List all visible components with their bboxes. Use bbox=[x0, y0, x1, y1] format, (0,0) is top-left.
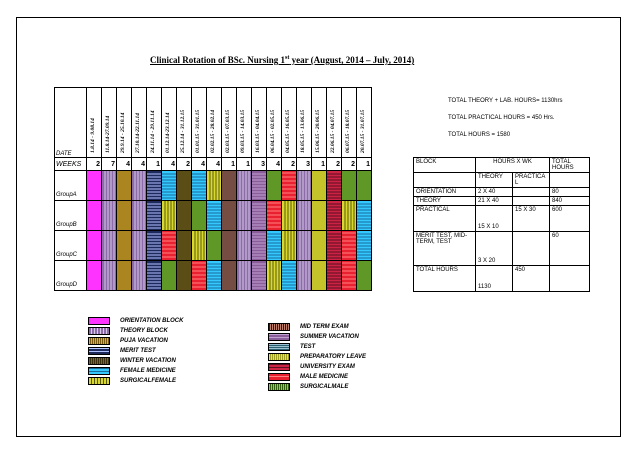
weeks-count: 7 bbox=[102, 158, 117, 171]
rotation-cell-female bbox=[192, 171, 207, 201]
rotation-cell-theory bbox=[132, 231, 147, 261]
rotation-cell-orientation bbox=[87, 171, 102, 201]
rotation-cell-female bbox=[282, 261, 297, 291]
weeks-count: 2 bbox=[327, 158, 342, 171]
rotation-cell-winter bbox=[177, 171, 192, 201]
block-cell-block: ORIENTATION bbox=[414, 188, 476, 197]
block-row bbox=[414, 206, 590, 232]
rotation-cell-midterm bbox=[222, 171, 237, 201]
rotation-cell-surgical-male bbox=[267, 171, 282, 201]
date-range: 29.9.14 - 25.10.14 bbox=[120, 112, 126, 153]
date-column-header bbox=[87, 88, 102, 158]
rotation-cell-female bbox=[357, 201, 372, 231]
date-column-header bbox=[147, 88, 162, 158]
weeks-count: 2 bbox=[87, 158, 102, 171]
legend-swatch-summer bbox=[268, 333, 290, 341]
date-column-header bbox=[132, 88, 147, 158]
weeks-count: 4 bbox=[267, 158, 282, 171]
rotation-cell-surgical-female bbox=[342, 201, 357, 231]
rotation-cell-puja bbox=[117, 171, 132, 201]
legend-left bbox=[88, 316, 183, 386]
date-range: 01.12.14-23.12.14 bbox=[165, 112, 171, 153]
block-cell-block: TOTAL HOURS bbox=[414, 266, 476, 292]
legend-swatch-university bbox=[268, 363, 290, 371]
block-row bbox=[414, 232, 590, 266]
rotation-cell-theory bbox=[132, 171, 147, 201]
rotation-cell-theory bbox=[297, 171, 312, 201]
rotation-cell-winter bbox=[177, 231, 192, 261]
rotation-cell-surgical-female bbox=[282, 201, 297, 231]
date-label: DATE bbox=[55, 88, 87, 158]
weeks-count: 3 bbox=[252, 158, 267, 171]
block-cell-theory: 3 X 20 bbox=[476, 232, 513, 266]
rotation-cell-university bbox=[327, 231, 342, 261]
rotation-cell-orientation bbox=[87, 231, 102, 261]
date-range: 16.03.15 - 04.04.15 bbox=[255, 109, 261, 153]
block-cell-practical: 450 bbox=[513, 266, 550, 292]
date-column-header bbox=[297, 88, 312, 158]
block-row bbox=[414, 188, 590, 197]
legend-item bbox=[268, 372, 366, 382]
block-cell-block: PRACTICAL bbox=[414, 206, 476, 232]
rotation-cell-female bbox=[207, 261, 222, 291]
rotation-cell-female bbox=[162, 171, 177, 201]
date-range: 27.10.14-22.11.14 bbox=[135, 112, 141, 153]
legend-item bbox=[268, 382, 366, 392]
rotation-cell-theory bbox=[297, 201, 312, 231]
block-row bbox=[414, 197, 590, 206]
rotation-cell-merit bbox=[147, 261, 162, 291]
rotation-cell-surgical-male bbox=[162, 261, 177, 291]
practical-header: PRACTICA L bbox=[513, 173, 550, 188]
rotation-cell-preparatory bbox=[312, 231, 327, 261]
rotation-cell-theory bbox=[132, 261, 147, 291]
weeks-count: 1 bbox=[222, 158, 237, 171]
legend-item bbox=[88, 376, 183, 386]
rotation-cell-merit bbox=[147, 201, 162, 231]
date-column-header bbox=[252, 88, 267, 158]
group-row bbox=[55, 171, 372, 201]
date-range: 02.03.15 - 07.03.15 bbox=[225, 109, 231, 153]
group-row bbox=[55, 201, 372, 231]
rotation-cell-winter bbox=[177, 261, 192, 291]
weeks-count: 1 bbox=[357, 158, 372, 171]
rotation-cell-theory bbox=[297, 231, 312, 261]
rotation-cell-winter bbox=[177, 201, 192, 231]
rotation-cell-puja bbox=[117, 201, 132, 231]
legend-label: SURGICALFEMALE bbox=[120, 378, 176, 384]
group-row bbox=[55, 261, 372, 291]
legend-label: PUJA VACATION bbox=[120, 338, 168, 344]
weeks-count: 2 bbox=[177, 158, 192, 171]
rotation-cell-surgical-male bbox=[207, 231, 222, 261]
legend-label: MID TERM EXAM bbox=[300, 324, 349, 330]
legend-item bbox=[88, 366, 183, 376]
weeks-count: 1 bbox=[147, 158, 162, 171]
date-column-header bbox=[162, 88, 177, 158]
rotation-cell-theory bbox=[237, 231, 252, 261]
legend-item bbox=[88, 356, 183, 366]
rotation-cell-theory bbox=[132, 201, 147, 231]
legend-swatch-test bbox=[268, 343, 290, 351]
legend-label: FEMALE MEDICINE bbox=[120, 368, 176, 374]
rotation-schedule-table bbox=[54, 87, 372, 291]
weeks-count: 4 bbox=[117, 158, 132, 171]
rotation-cell-orientation bbox=[87, 201, 102, 231]
rotation-cell-midterm bbox=[222, 261, 237, 291]
weeks-count: 3 bbox=[297, 158, 312, 171]
rotation-cell-puja bbox=[117, 231, 132, 261]
legend-label: WINTER VACATION bbox=[120, 358, 176, 364]
weeks-count: 4 bbox=[132, 158, 147, 171]
empty-cell bbox=[550, 173, 590, 188]
weeks-count: 2 bbox=[342, 158, 357, 171]
group-label: GroupB bbox=[55, 201, 87, 231]
block-cell-theory: 21 X 40 bbox=[476, 197, 513, 206]
date-column-header bbox=[312, 88, 327, 158]
legend-swatch-orientation bbox=[88, 317, 110, 325]
date-column-header bbox=[192, 88, 207, 158]
date-range: 25.12.14 - 31.12.15 bbox=[180, 109, 186, 153]
legend-label: THEORY BLOCK bbox=[120, 328, 168, 334]
legend-item bbox=[268, 352, 366, 362]
empty-cell bbox=[414, 173, 476, 188]
rotation-cell-preparatory bbox=[312, 261, 327, 291]
block-cell-total: 840 bbox=[550, 197, 590, 206]
block-cell-block: THEORY bbox=[414, 197, 476, 206]
rotation-cell-theory bbox=[237, 261, 252, 291]
legend-swatch-preparatory bbox=[268, 353, 290, 361]
summary-practical-hours: TOTAL PRACTICAL HOURS = 450 Hrs. bbox=[448, 115, 555, 121]
rotation-cell-surgical-male bbox=[357, 261, 372, 291]
rotation-cell-orientation bbox=[87, 261, 102, 291]
date-column-header bbox=[222, 88, 237, 158]
block-cell-block: MERIT TEST, MID-TERM, TEST bbox=[414, 232, 476, 266]
legend-item bbox=[88, 346, 183, 356]
legend-item bbox=[88, 326, 183, 336]
legend-label: SUMMER VACATION bbox=[300, 334, 359, 340]
legend-item bbox=[268, 362, 366, 372]
rotation-cell-surgical-female bbox=[162, 201, 177, 231]
rotation-cell-summer bbox=[252, 201, 267, 231]
date-column-header bbox=[357, 88, 372, 158]
date-column-header bbox=[102, 88, 117, 158]
rotation-cell-male bbox=[192, 261, 207, 291]
legend-swatch-theory bbox=[88, 327, 110, 335]
block-cell-practical: 15 X 30 bbox=[513, 206, 550, 232]
weeks-count: 4 bbox=[192, 158, 207, 171]
legend-item bbox=[88, 336, 183, 346]
rotation-cell-male bbox=[267, 201, 282, 231]
rotation-cell-merit bbox=[147, 171, 162, 201]
rotation-cell-surgical-female bbox=[282, 231, 297, 261]
block-cell-theory: 2 X 40 bbox=[476, 188, 513, 197]
date-column-header bbox=[327, 88, 342, 158]
summary-total-hours: TOTAL HOURS = 1580 bbox=[448, 132, 511, 138]
weeks-count: 1 bbox=[312, 158, 327, 171]
rotation-cell-theory bbox=[297, 261, 312, 291]
rotation-cell-theory bbox=[102, 261, 117, 291]
date-range: 11.8.14-27.09.14 bbox=[105, 115, 111, 153]
date-range: 06.07.15 - 18.07.15 bbox=[345, 109, 351, 153]
legend-right bbox=[268, 322, 366, 392]
block-cell-total bbox=[550, 266, 590, 292]
legend-swatch-merit bbox=[88, 347, 110, 355]
block-cell-theory: 15 X 10 bbox=[476, 206, 513, 232]
rotation-cell-university bbox=[327, 201, 342, 231]
date-range: 06.04.15 - 02.05.15 bbox=[270, 109, 276, 153]
legend-item bbox=[268, 322, 366, 332]
date-range: 18.05.15 - 13.06.15 bbox=[300, 109, 306, 153]
legend-item bbox=[268, 342, 366, 352]
rotation-cell-surgical-female bbox=[267, 261, 282, 291]
rotation-cell-preparatory bbox=[312, 171, 327, 201]
date-range: 04.05.15 - 16.05.15 bbox=[285, 109, 291, 153]
legend-swatch-winter bbox=[88, 357, 110, 365]
rotation-cell-surgical-female bbox=[192, 231, 207, 261]
group-label: GroupA bbox=[55, 171, 87, 201]
rotation-cell-midterm bbox=[222, 201, 237, 231]
block-cell-theory: 1130 bbox=[476, 266, 513, 292]
rotation-cell-summer bbox=[252, 231, 267, 261]
legend-label: UNIVERSITY EXAM bbox=[300, 364, 355, 370]
legend-item bbox=[268, 332, 366, 342]
block-cell-total: 80 bbox=[550, 188, 590, 197]
legend-swatch-female bbox=[88, 367, 110, 375]
rotation-cell-summer bbox=[252, 171, 267, 201]
block-cell-practical bbox=[513, 197, 550, 206]
rotation-cell-merit bbox=[147, 231, 162, 261]
hours-summary bbox=[448, 96, 563, 141]
date-column-header bbox=[177, 88, 192, 158]
rotation-cell-theory bbox=[237, 201, 252, 231]
summary-theory-hours: TOTAL THEORY + LAB. HOURS= 1130hrs bbox=[448, 98, 563, 104]
group-row bbox=[55, 231, 372, 261]
block-row bbox=[414, 266, 590, 292]
date-column-header bbox=[117, 88, 132, 158]
rotation-cell-university bbox=[327, 171, 342, 201]
date-range: 15.06.15 - 20.06.15 bbox=[315, 109, 321, 153]
date-range: 22.06.15 - 04.07.15 bbox=[330, 109, 336, 153]
date-range: 24.11.14 - 29.11.14 bbox=[150, 110, 156, 153]
rotation-cell-puja bbox=[117, 261, 132, 291]
block-hours-table bbox=[413, 157, 590, 292]
rotation-cell-preparatory bbox=[312, 201, 327, 231]
weeks-count: 2 bbox=[282, 158, 297, 171]
group-label: GroupD bbox=[55, 261, 87, 291]
rotation-cell-female bbox=[267, 231, 282, 261]
date-range: 20.07.15 - 31.07.15 bbox=[360, 109, 366, 153]
rotation-cell-theory bbox=[102, 201, 117, 231]
weeks-label: WEEKS bbox=[55, 158, 87, 171]
block-cell-practical bbox=[513, 188, 550, 197]
rotation-cell-university bbox=[327, 261, 342, 291]
weeks-count: 4 bbox=[207, 158, 222, 171]
group-label: GroupC bbox=[55, 231, 87, 261]
date-column-header bbox=[237, 88, 252, 158]
rotation-cell-male bbox=[282, 171, 297, 201]
rotation-cell-summer bbox=[252, 261, 267, 291]
legend-label: TEST bbox=[300, 344, 316, 350]
rotation-cell-male bbox=[342, 261, 357, 291]
block-header: BLOCK bbox=[414, 158, 476, 173]
legend-item bbox=[88, 316, 183, 326]
theory-header: THEORY bbox=[476, 173, 513, 188]
legend-label: MERIT TEST bbox=[120, 348, 156, 354]
legend-label: ORIENTATION BLOCK bbox=[120, 318, 184, 324]
total-hours-header: TOTAL HOURS bbox=[550, 158, 590, 173]
date-range: 02.02.15 - 28.02.14 bbox=[210, 109, 216, 153]
date-range: 01.01.15 - 31.01.15 bbox=[195, 109, 201, 153]
rotation-cell-theory bbox=[237, 171, 252, 201]
legend-swatch-surgical-female bbox=[88, 377, 110, 385]
date-column-header bbox=[267, 88, 282, 158]
rotation-cell-surgical-male bbox=[192, 201, 207, 231]
date-range: 1.8.14 - 9.08.14 bbox=[90, 118, 96, 153]
weeks-count: 1 bbox=[237, 158, 252, 171]
date-column-header bbox=[282, 88, 297, 158]
legend-swatch-surgical-male bbox=[268, 383, 290, 391]
rotation-cell-female bbox=[207, 201, 222, 231]
date-column-header bbox=[207, 88, 222, 158]
rotation-cell-theory bbox=[102, 171, 117, 201]
rotation-cell-theory bbox=[102, 231, 117, 261]
legend-label: MALE MEDICINE bbox=[300, 374, 348, 380]
date-range: 09.03.15 - 14.03.15 bbox=[240, 109, 246, 153]
legend-swatch-midterm bbox=[268, 323, 290, 331]
block-cell-total: 60 bbox=[550, 232, 590, 266]
legend-label: PREPARATORY LEAVE bbox=[300, 354, 367, 360]
legend-label: SURGICALMALE bbox=[300, 384, 349, 390]
hours-per-week-header: HOURS X WK bbox=[476, 158, 550, 173]
rotation-cell-male bbox=[162, 231, 177, 261]
legend-swatch-puja bbox=[88, 337, 110, 345]
rotation-cell-female bbox=[357, 231, 372, 261]
rotation-cell-male bbox=[342, 231, 357, 261]
rotation-cell-surgical-male bbox=[342, 171, 357, 201]
page-title: Clinical Rotation of BSc. Nursing 1st year (August, 2014 – July, 2014) bbox=[150, 55, 415, 65]
weeks-count: 4 bbox=[162, 158, 177, 171]
block-cell-practical bbox=[513, 232, 550, 266]
rotation-cell-surgical-male bbox=[357, 171, 372, 201]
date-column-header bbox=[342, 88, 357, 158]
rotation-cell-midterm bbox=[222, 231, 237, 261]
rotation-cell-surgical-female bbox=[207, 171, 222, 201]
block-cell-total: 600 bbox=[550, 206, 590, 232]
legend-swatch-male bbox=[268, 373, 290, 381]
